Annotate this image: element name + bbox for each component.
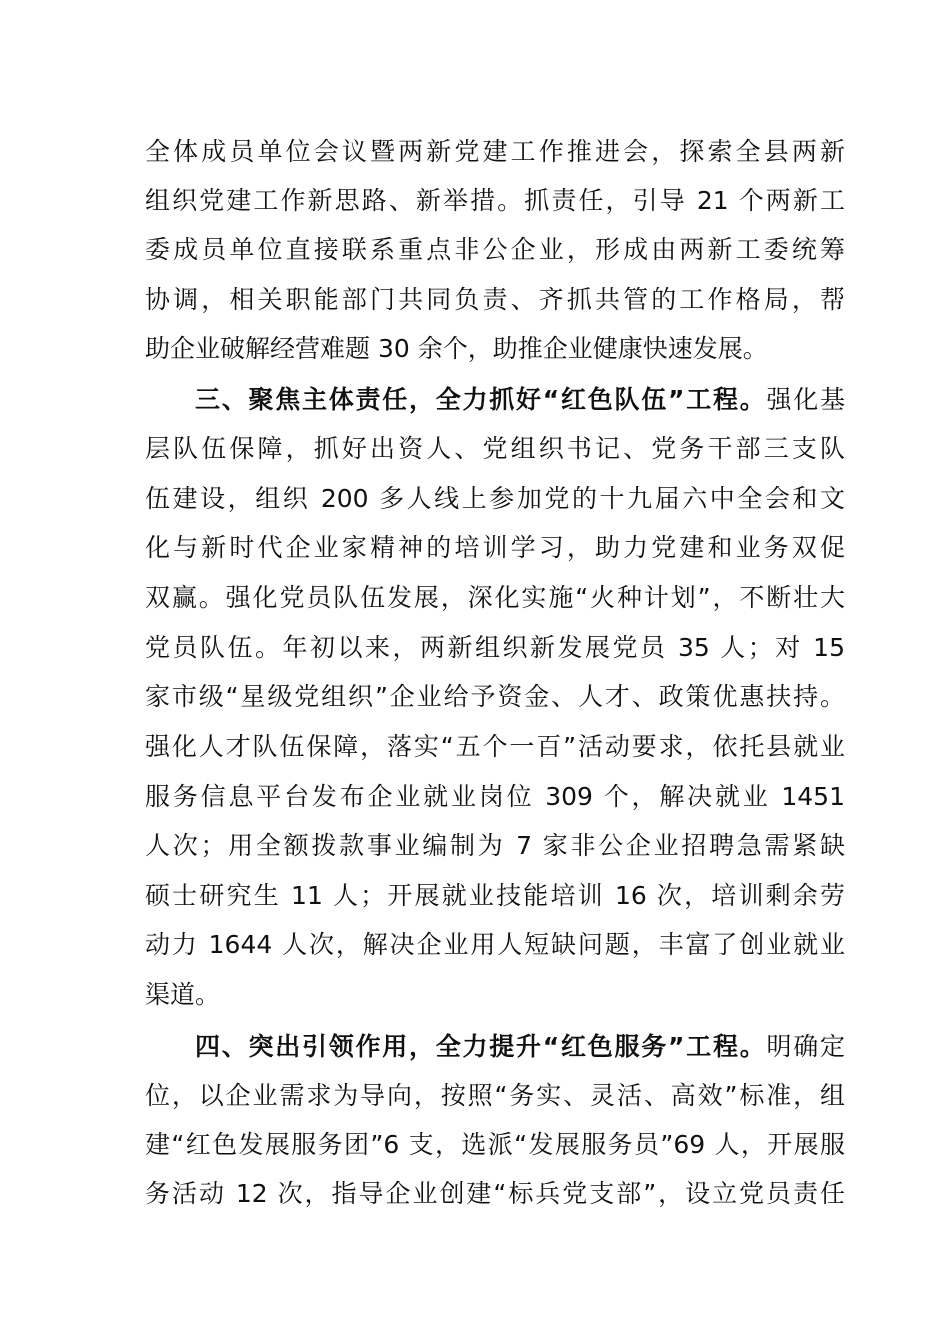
text-line: 建“红色发展服务团”6 支，选派“发展服务员”69 人，开展服 <box>145 1130 845 1159</box>
section-four-heading-line <box>195 1027 845 1067</box>
text-line: 强化人才队伍保障，落实“五个一百”活动要求，依托县就业 <box>145 732 845 761</box>
text-line: 化与新时代企业家精神的培训学习，助力党建和业务双促 <box>145 533 845 562</box>
text-line: 家市级“星级党组织”企业给予资金、人才、政策优惠扶持。 <box>145 682 845 711</box>
text-line: 全体成员单位会议暨两新党建工作推进会，探索全县两新 <box>145 137 845 166</box>
text-line: 委成员单位直接联系重点非公企业，形成由两新工委统筹 <box>145 235 845 264</box>
text-line: 服务信息平台发布企业就业岗位 309 个，解决就业 1451 <box>145 782 845 811</box>
text-line: 组织党建工作新思路、新举措。抓责任，引导 21 个两新工 <box>145 186 845 215</box>
text-line: 硕士研究生 11 人；开展就业技能培训 16 次，培训剩余劳 <box>145 881 845 910</box>
section-three-heading-line <box>195 380 845 420</box>
section-three-heading: 三、聚焦主体责任，全力抓好“红色队伍”工程。 <box>195 385 767 414</box>
text-line: 动力 1644 人次，解决企业用人短缺问题，丰富了创业就业 <box>145 930 845 959</box>
text-line: 渠道。 <box>145 980 221 1009</box>
text-line: 伍建设，组织 200 多人线上参加党的十九届六中全会和文 <box>145 484 845 513</box>
text-line: 位，以企业需求为导向，按照“务实、灵活、高效”标准，组 <box>145 1081 845 1110</box>
text-line: 人次；用全额拨款事业编制为 7 家非公企业招聘急需紧缺 <box>145 831 845 860</box>
text-line: 务活动 12 次，指导企业创建“标兵党支部”，设立党员责任 <box>145 1179 845 1208</box>
text-line: 助企业破解经营难题 30 余个，助推企业健康快速发展。 <box>145 334 768 363</box>
text-line: 党员队伍。年初以来，两新组织新发展党员 35 人；对 15 <box>145 633 845 662</box>
text-line: 双赢。强化党员队伍发展，深化实施“火种计划”，不断壮大 <box>145 583 845 612</box>
text-fragment: 明确定 <box>766 1032 845 1061</box>
text-fragment: 强化基 <box>766 385 845 414</box>
text-line: 层队伍保障，抓好出资人、党组织书记、党务干部三支队 <box>145 434 845 463</box>
section-four-heading: 四、突出引领作用，全力提升“红色服务”工程。 <box>195 1032 767 1061</box>
text-line: 协调，相关职能部门共同负责、齐抓共管的工作格局，帮 <box>145 285 845 314</box>
